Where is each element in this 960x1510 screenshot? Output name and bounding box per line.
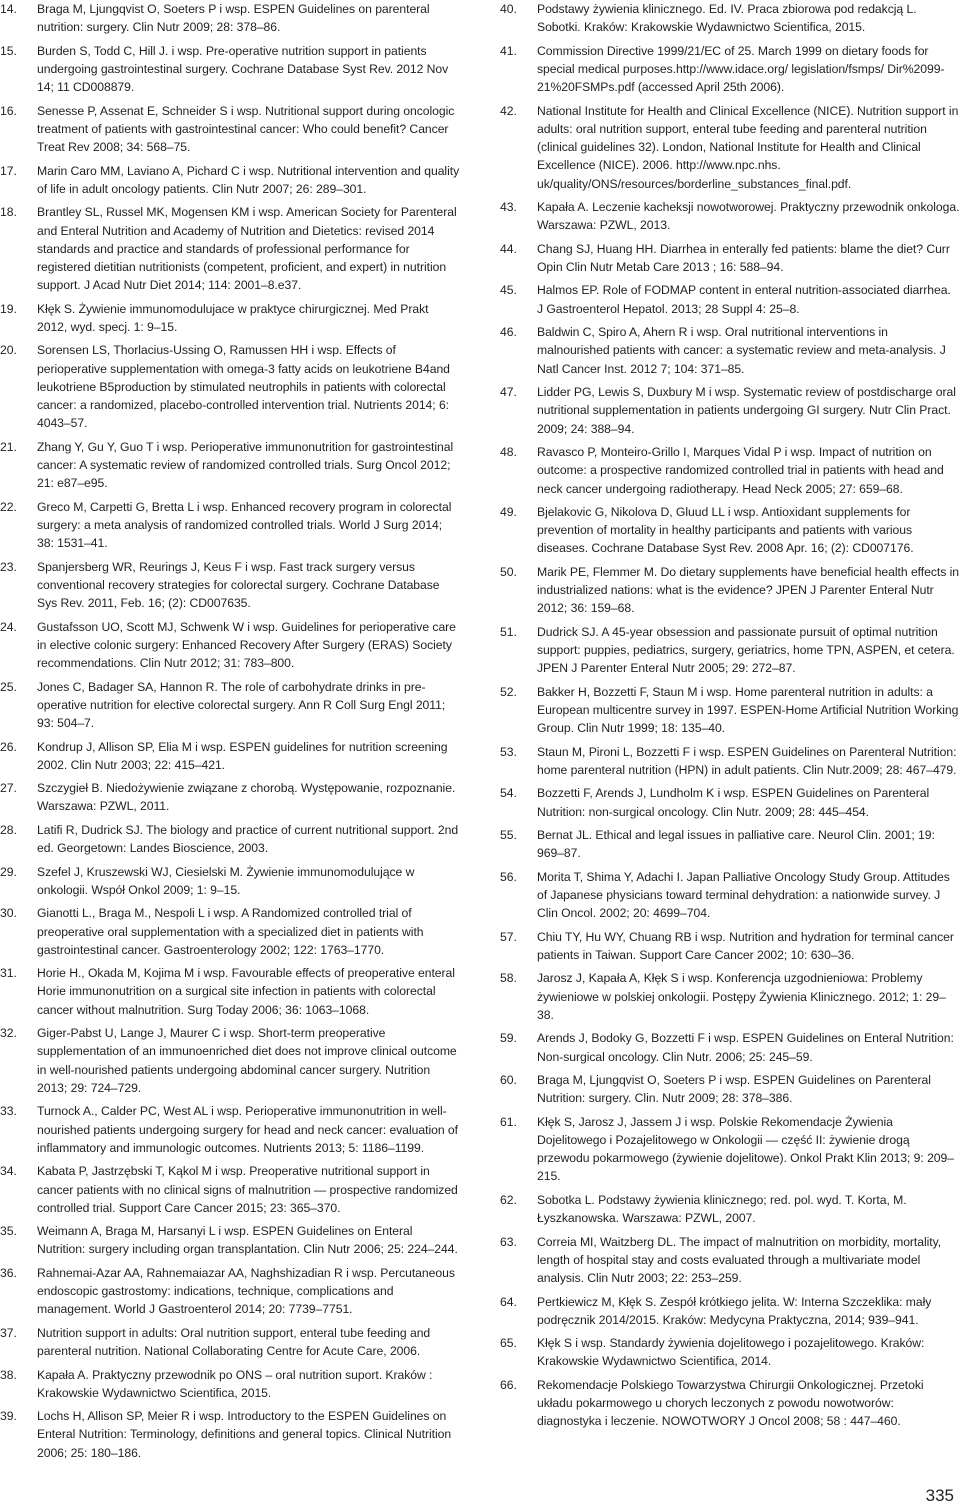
reference-text: Szczygieł B. Niedożywienie związane z chorobą. Występowanie, rozpoznanie. Warszawa: PZWL, 2011. [37, 781, 456, 814]
reference-number: 24. [0, 619, 17, 634]
reference-text: Marik PE, Flemmer M. Do dietary supplements have beneficial health effects in industrialized nations: what is the evidence? JPEN J Parenter Enteral Nutr 2012; 36: 159–68. [537, 564, 959, 616]
reference-number: 63. [500, 1234, 517, 1249]
reference-number: 36. [0, 1265, 17, 1280]
reference-text: Spanjersberg WR, Reurings J, Keus F i wsp. Fast track surgery versus conventional recovery strategies for colorectal surgery. Cochrane Database Sys Rev. 2011, Feb. 16; (2): CD007635. [37, 559, 440, 611]
reference-text: Kłęk S. Żywienie immunomodulujace w praktyce chirurgicznej. Med Prakt 2012, wyd. specj. 1: 9–15. [37, 301, 429, 334]
reference-text: Gustafsson UO, Scott MJ, Schwenk W i wsp. Guidelines for perioperative care in elective colonic surgery: Enhanced Recovery After Surgery (ERAS) Society recommendations. Clin Nutr 2012; 31: 783–800. [37, 619, 456, 671]
reference-item [0, 1222, 460, 1259]
reference-item [0, 1264, 460, 1319]
reference-text: Arends J, Bodoky G, Bozzetti F i wsp. ESPEN Guidelines on Enteral Nutrition: Non-surgical oncology. Clin Nutr. 2006; 25: 245–59. [537, 1031, 954, 1064]
reference-number: 46. [500, 325, 517, 340]
reference-item [0, 1407, 460, 1462]
reference-item [500, 623, 960, 678]
reference-number: 53. [500, 744, 517, 759]
reference-item [500, 1029, 960, 1066]
reference-item [500, 1191, 960, 1228]
reference-item [0, 821, 460, 858]
reference-text: Kłęk S i wsp. Standardy żywienia dojelitowego i pozajelitowego. Kraków: Krakowskie Wydawnictwo Scientifica, 2014. [537, 1336, 925, 1369]
reference-number: 54. [500, 786, 517, 801]
reference-number: 60. [500, 1073, 517, 1087]
reference-text: Ravasco P, Monteiro-Grillo I, Marques Vidal P i wsp. Impact of nutrition on outcome: a prospective randomized controlled trial in patients with head and neck cancer undergoing radiotherapy. Head Neck 2005; 27: 659–68. [537, 445, 944, 496]
reference-item [0, 438, 460, 493]
reference-item [0, 203, 460, 294]
reference-number: 56. [500, 869, 517, 884]
reference-item [500, 784, 960, 821]
reference-text: Burden S, Todd C, Hill J. i wsp. Pre-operative nutrition support in patients undergoing gastrointestinal surgery. Cochrane Database Syst Rev. 2012 Nov 14; 11 CD008879. [37, 43, 449, 95]
reference-item [500, 563, 960, 618]
reference-text: Chiu TY, Hu WY, Chuang RB i wsp. Nutrition and hydration for terminal cancer patients in Taiwan. Support Care Cancer 2002; 10: 630–36. [537, 929, 954, 962]
reference-item [0, 162, 460, 199]
reference-item [0, 300, 460, 337]
reference-item [500, 240, 960, 277]
reference-item [0, 618, 460, 673]
reference-text: Rahnemai-Azar AA, Rahnemaiazar AA, Naghshizadian R i wsp. Percutaneous endoscopic gastrostomy: indications, technique, complications and management. World J Gastroenterol 2014; 20: 7739–7751. [37, 1265, 455, 1317]
reference-text: Giger-Pabst U, Lange J, Maurer C i wsp. Short-term preoperative supplementation of an immunoenriched diet does not improve clinical outcome in well-nourished patients undergoing abdominal cancer surgery. Nutrition 2013; 29: 724–729. [37, 1026, 457, 1095]
reference-item [0, 1366, 460, 1403]
reference-text: Pertkiewicz M, Kłęk S. Zespół krótkiego jelita. W: Interna Szczeklika: mały podręcznik 2014/2015. Kraków: Medycyna Praktyczna, 2014; 939–941. [537, 1294, 932, 1327]
reference-number: 17. [0, 163, 17, 178]
reference-number: 40. [500, 2, 517, 16]
reference-item [0, 779, 460, 816]
reference-text: Braga M, Ljungqvist O, Soeters P i wsp. ESPEN Guidelines on parenteral nutrition: surgery. Clin Nutr 2009; 28: 378–86. [37, 2, 430, 35]
reference-text: Kabata P, Jastrzębski T, Kąkol M i wsp. Preoperative nutritional support in cancer patients with no clinical signs of malnutrition — prospective randomized controlled trial. Support Care Cancer 2015; 23: 365–370. [37, 1164, 458, 1215]
reference-text: Greco M, Carpetti G, Bretta L i wsp. Enhanced recovery program in colorectal surgery: a meta analysis of randomized controlled trials. World J Surg 2014; 38: 1531–41. [37, 499, 452, 551]
reference-text: Marin Caro MM, Laviano A, Pichard C i wsp. Nutritional intervention and quality of life in adult oncology patients. Clin Nutr 2007; 26: 289–301. [37, 163, 460, 196]
reference-text: Horie H., Okada M, Kojima M i wsp. Favourable effects of preoperative enteral Horie immunonutrition on a surgical site infection in patients with colorectal cancer without malnutrition. Surg Today 2006; 36: 1063–1068. [37, 966, 455, 1017]
reference-text: Staun M, Pironi L, Bozzetti F i wsp. ESPEN Guidelines on Parenteral Nutrition: home parenteral nutrition (HPN) in adult patients. Clin Nutr.2009; 28: 467–479. [537, 744, 957, 777]
reference-number: 25. [0, 679, 17, 694]
reference-number: 15. [0, 43, 17, 58]
reference-text: Latifi R, Dudrick SJ. The biology and practice of current nutritional support. 2nd ed. Georgetown: Landes Bioscience, 2003. [37, 822, 459, 856]
reference-item [500, 42, 960, 97]
reference-item [0, 1162, 460, 1217]
reference-number: 65. [500, 1336, 517, 1351]
reference-number: 28. [0, 822, 17, 837]
reference-number: 48. [500, 445, 517, 459]
reference-text: Bjelakovic G, Nikolova D, Gluud LL i wsp. Antioxidant supplements for prevention of mortality in healthy participants and patients with various diseases. Cochrane Database Syst Rev. 2008 Apr. 16; (2): CD007176. [537, 504, 914, 556]
reference-text: Lidder PG, Lewis S, Duxbury M i wsp. Systematic review of postdischarge oral nutritional supplementation in patients undergoing GI surgery. Nutr Clin Pract. 2009; 24: 388–94. [537, 385, 956, 436]
reference-item [500, 281, 960, 318]
reference-item [500, 1293, 960, 1330]
reference-item [500, 743, 960, 780]
reference-number: 14. [0, 2, 17, 16]
reference-number: 32. [0, 1026, 17, 1041]
reference-text: Bernat JL. Ethical and legal issues in palliative care. Neurol Clin. 2001; 19: 969–87. [537, 828, 935, 861]
reference-text: Dudrick SJ. A 45-year obsession and passionate pursuit of optimal nutrition support: puppies, pediatrics, surgery, geriatrics, home TPN, ASPEN, et cetera. JPEN J Parenter Enteral Nutr 2005; 29: 272–87. [537, 624, 955, 676]
reference-text: Halmos EP. Role of FODMAP content in enteral nutrition-associated diarrhea. J Gastroenterol Hepatol. 2013; 28 Suppl 4: 25–8. [537, 283, 951, 316]
reference-item [0, 964, 460, 1019]
reference-number: 20. [0, 343, 17, 358]
reference-number: 35. [0, 1224, 17, 1239]
reference-number: 31. [0, 966, 17, 981]
reference-item [0, 678, 460, 733]
reference-text: Kapała A. Leczenie kacheksji nowotworowej. Praktyczny przewodnik onkologa. Warszawa: PZWL, 2013. [537, 200, 960, 233]
reference-text: Sobotka L. Podstawy żywienia klinicznego; red. pol. wyd. T. Korta, M. Łyszkanowska. Warszawa: PZWL, 2007. [537, 1192, 907, 1226]
reference-number: 51. [500, 624, 517, 639]
reference-number: 41. [500, 43, 517, 58]
reference-number: 49. [500, 504, 517, 519]
reference-item [500, 503, 960, 558]
reference-item [500, 1334, 960, 1371]
reference-number: 19. [0, 301, 17, 316]
reference-item [500, 868, 960, 923]
reference-item [0, 1102, 460, 1157]
reference-text: Chang SJ, Huang HH. Diarrhea in enterally fed patients: blame the diet? Curr Opin Clin Nutr Metab Care 2013 ; 16: 588–94. [537, 241, 950, 274]
reference-number: 55. [500, 828, 517, 843]
reference-number: 50. [500, 564, 517, 579]
reference-text: Morita T, Shima Y, Adachi I. Japan Palliative Oncology Study Group. Attitudes of Japanese physicians toward terminal dehydration: a nationwide survey. J Clin Oncol. 2002; 20: 4699–704. [537, 869, 950, 921]
reference-item [500, 323, 960, 378]
reference-number: 59. [500, 1031, 517, 1046]
reference-text: Nutrition support in adults: Oral nutrition support, enteral tube feeding and parenteral nutrition. National Collaborating Centre for Acute Care, 2006. [37, 1325, 431, 1359]
reference-number: 37. [0, 1325, 17, 1340]
reference-number: 34. [0, 1164, 17, 1179]
reference-item [500, 928, 960, 965]
reference-item [0, 1024, 460, 1097]
reference-text: Kondrup J, Allison SP, Elia M i wsp. ESPEN guidelines for nutrition screening 2002. Clin Nutr 2003; 22: 415–421. [37, 739, 448, 772]
reference-item [500, 826, 960, 863]
reference-text: Baldwin C, Spiro A, Ahern R i wsp. Oral nutritional interventions in malnourished patients with cancer: a systematic review and meta-analysis. J Natl Cancer Inst. 2012 7; 104: 371–85. [537, 325, 946, 376]
reference-item [0, 558, 460, 613]
reference-text: National Institute for Health and Clinical Excellence (NICE). Nutrition support in adults: oral nutrition support, enteral tube feeding and parenteral nutrition (clinical guidelines 32). London, National Institute for Health and Clinical Excellence (NICE). 2006. http://www.npc.nhs. uk/quality/ONS/resources/borderline_substances_final.pdf. [537, 103, 959, 191]
reference-number: 39. [0, 1409, 17, 1424]
reference-item [500, 1113, 960, 1186]
reference-item [500, 1233, 960, 1288]
reference-text: Bozzetti F, Arends J, Lundholm K i wsp. ESPEN Guidelines on Parenteral Nutrition: non-surgical oncology. Clin Nutr. 2009; 28: 445–454. [537, 786, 930, 819]
reference-item [500, 0, 960, 37]
reference-number: 47. [500, 385, 517, 400]
reference-item [0, 0, 460, 37]
reference-item [0, 738, 460, 775]
reference-text: Jarosz J, Kapała A, Kłęk S i wsp. Konferencja uzgodnieniowa: Problemy żywieniowe w polskiej onkologii. Postępy Żywienia Klinicznego. 2012; 1: 29–38. [537, 971, 946, 1022]
reference-item [500, 1376, 960, 1431]
reference-number: 42. [500, 103, 517, 118]
reference-number: 57. [500, 929, 517, 944]
reference-text: Gianotti L., Braga M., Nespoli L i wsp. A Randomized controlled trial of preoperative oral supplementation with a specialized diet in patients with gastrointestinal cancer. Gastroenterology 2002; 122: 1763–1770. [37, 906, 424, 957]
reference-text: Brantley SL, Russel MK, Mogensen KM i wsp. American Society for Parenteral and Enteral Nutrition and Academy of Nutrition and Dietetics: revised 2014 standards and practice and standards of professional performance for registered dietitian nutritionists (competent, proficient, and expert) in nutrition support. J Acad Nutr Diet 2014; 114: 2001–8.e37. [37, 205, 457, 293]
reference-text: Commission Directive 1999/21/EC of 25. March 1999 on dietary foods for special medical purposes.http://www.idace.org/ legislation/fsmps/ Dir%2099-21%20FSMPs.pdf (accessed April 25th 2006). [537, 43, 945, 95]
reference-item [500, 1071, 960, 1108]
reference-text: Szefel J, Kruszewski WJ, Ciesielski M. Żywienie immunomodulujące w onkologii. Współ Onkol 2009; 1: 9–15. [37, 864, 415, 897]
reference-text: Braga M, Ljungqvist O, Soeters P i wsp. ESPEN Guidelines on Parenteral Nutrition: surgery. Clin. Nutr 2009; 28: 378–386. [537, 1073, 931, 1106]
reference-text: Kłęk S, Jarosz J, Jassem J i wsp. Polskie Rekomendacje Żywienia Dojelitowego i Pozajelitowego w Onkologii — część II: żywienie drogą przewodu pokarmowego (żywienie dojelitowe). Onkol Prakt Klin 2013; 9: 209–215. [537, 1114, 954, 1184]
reference-text: Rekomendacje Polskiego Towarzystwa Chirurgii Onkologicznej. Przetoki układu pokarmowego u chorych leczonych z powodu nowotworów: diagnostyka i leczenie. NOWOTWORY J Oncol 2008; 58 : 447–460. [537, 1377, 924, 1429]
reference-text: Turnock A., Calder PC, West AL i wsp. Perioperative immunonutrition in well-nourished patients undergoing surgery for head and neck cancer: evaluation of inflammatory and immunologic outcomes. Nutrients 2013; 5: 1186–1199. [37, 1104, 458, 1155]
reference-text: Senesse P, Assenat E, Schneider S i wsp. Nutritional support during oncologic treatment of patients with gastrointestinal cancer: Who could benefit? Cancer Treat Rev 2008; 34: 568–75. [37, 103, 455, 155]
reference-item [500, 102, 960, 193]
reference-item [500, 969, 960, 1024]
reference-text: Kapała A. Praktyczny przewodnik po ONS – oral nutrition suport. Kraków : Krakowskie Wydawnictwo Scientifica, 2015. [37, 1367, 433, 1400]
reference-text: Lochs H, Allison SP, Meier R i wsp. Introductory to the ESPEN Guidelines on Enteral Nutrition: Terminology, definitions and general topics. Clinical Nutrition 2006; 25: 180–186. [37, 1409, 452, 1460]
reference-number: 62. [500, 1192, 517, 1207]
reference-number: 43. [500, 200, 517, 215]
reference-number: 45. [500, 283, 517, 298]
reference-text: Podstawy żywienia klinicznego. Ed. IV. Praca zbiorowa pod redakcją L. Sobotki. Kraków: Krakowskie Wydawnictwo Scientifica, 2015. [537, 2, 917, 35]
reference-number: 44. [500, 241, 517, 256]
reference-text: Weimann A, Braga M, Harsanyi L i wsp. ESPEN Guidelines on Enteral Nutrition: surgery including organ transplantation. Clin Nutr 2006; 25: 224–244. [37, 1224, 458, 1257]
reference-number: 58. [500, 971, 517, 986]
reference-item [0, 498, 460, 553]
reference-text: Jones C, Badager SA, Hannon R. The role of carbohydrate drinks in pre-operative nutrition for elective colorectal surgery. Ann R Coll Surg Engl 2011; 93: 504–7. [37, 679, 446, 731]
reference-number: 29. [0, 864, 17, 879]
reference-number: 22. [0, 499, 17, 514]
reference-item [0, 863, 460, 900]
reference-number: 21. [0, 439, 17, 454]
reference-item [0, 42, 460, 97]
reference-item [500, 683, 960, 738]
reference-item [0, 341, 460, 432]
reference-item [0, 102, 460, 157]
page-number: 335 [925, 1486, 954, 1505]
reference-number: 16. [0, 103, 17, 118]
reference-item [500, 198, 960, 235]
reference-text: Correia MI, Waitzberg DL. The impact of malnutrition on morbidity, mortality, length of hospital stay and costs evaluated through a multivariate model analysis. Clin Nutr 2003; 22: 253–259. [537, 1234, 942, 1286]
reference-number: 18. [0, 205, 17, 220]
reference-number: 33. [0, 1104, 17, 1119]
reference-number: 66. [500, 1377, 517, 1392]
reference-number: 64. [500, 1294, 517, 1309]
reference-item [0, 904, 460, 959]
reference-number: 23. [0, 559, 17, 574]
reference-number: 38. [0, 1367, 17, 1382]
reference-number: 30. [0, 906, 17, 921]
reference-number: 61. [500, 1114, 517, 1129]
reference-text: Sorensen LS, Thorlacius-Ussing O, Ramussen HH i wsp. Effects of perioperative supplementation with omega-3 fatty acids on leukotriene B4and leukotriene B5production by stimulated neutrophils in patients with colorectal cancer: a randomized, placebo-controlled intervention trial. Nutrients 2014; 6: 4043–57. [37, 343, 450, 431]
reference-number: 27. [0, 781, 17, 796]
references-left-column [0, 0, 460, 1467]
reference-item [500, 383, 960, 438]
reference-item [500, 443, 960, 498]
reference-item [0, 1324, 460, 1361]
reference-number: 26. [0, 739, 17, 754]
reference-text: Zhang Y, Gu Y, Guo T i wsp. Perioperative immunonutrition for gastrointestinal cancer: A systematic review of randomized controlled trials. Surg Oncol 2012; 21: e87–e95. [37, 439, 454, 491]
references-right-column [500, 0, 960, 1436]
reference-text: Bakker H, Bozzetti F, Staun M i wsp. Home parenteral nutrition in adults: a European multicentre survey in 1997. ESPEN-Home Artificial Nutrition Working Group. Clin Nutr 1999; 18: 135–40. [537, 684, 959, 736]
reference-number: 52. [500, 684, 517, 699]
